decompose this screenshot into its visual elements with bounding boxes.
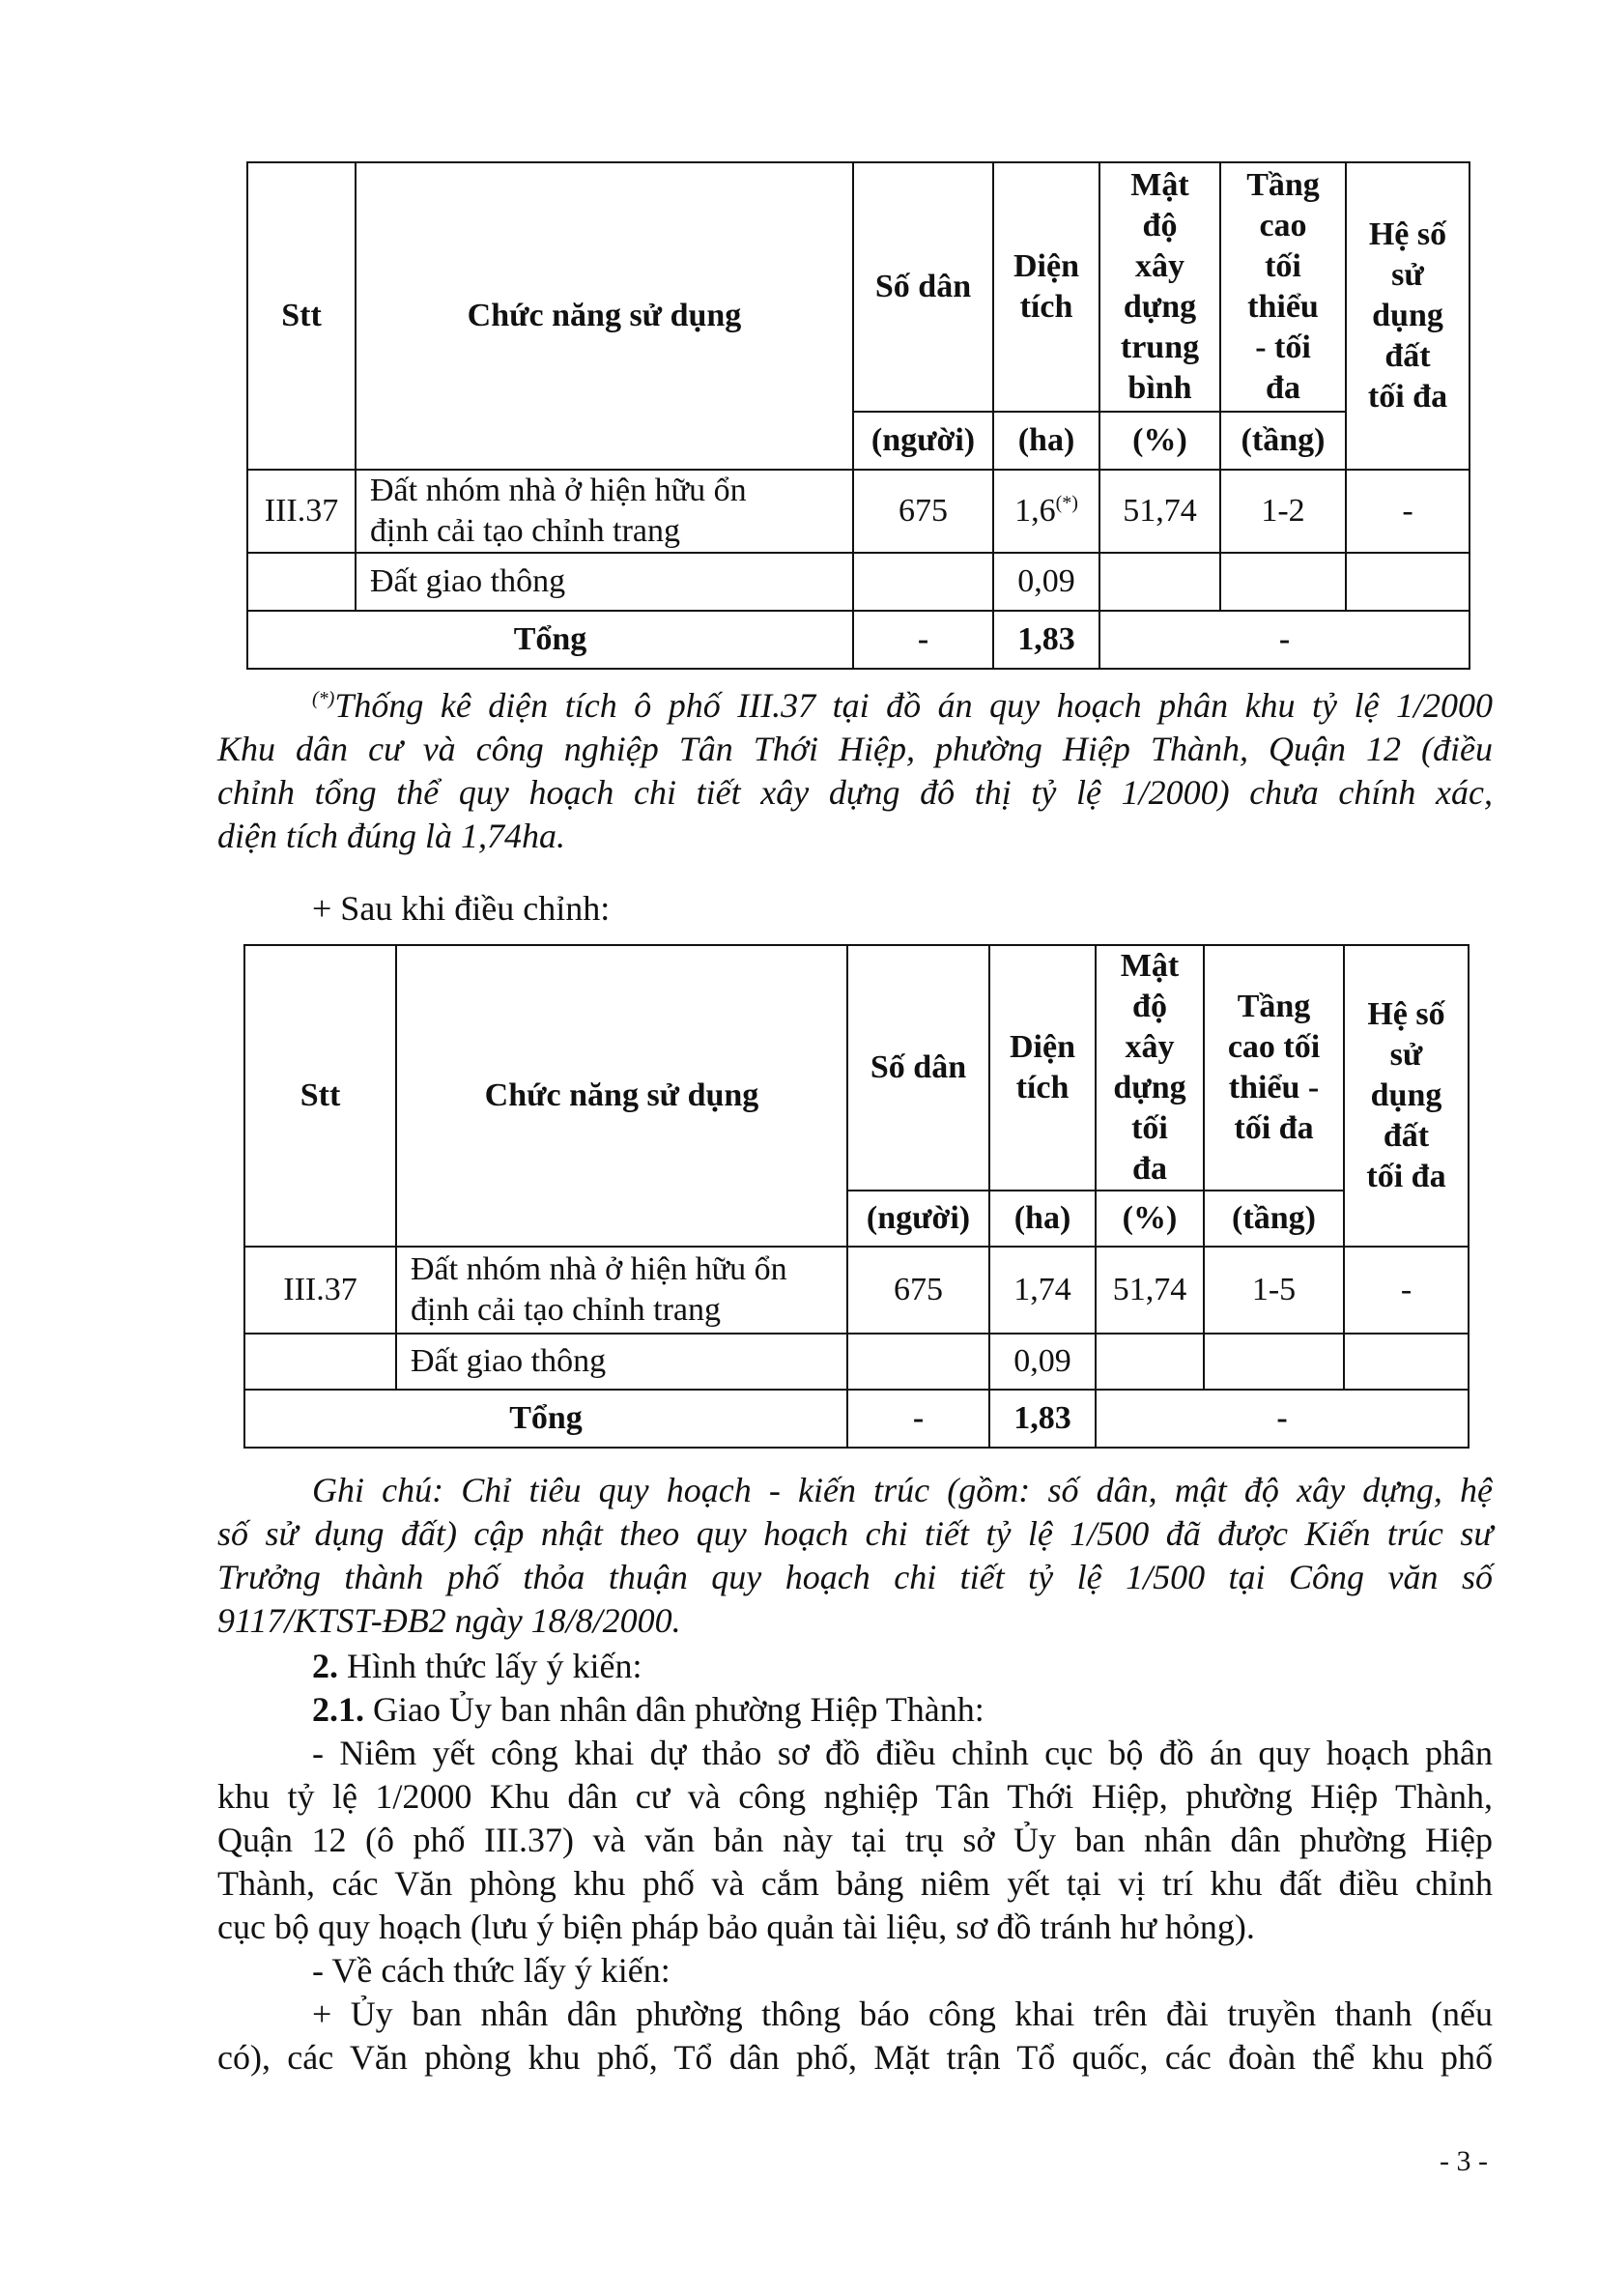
table-row [247, 470, 1470, 553]
unit-so-dan: (người) [847, 1191, 989, 1247]
cell-chuc-nang: Đất nhóm nhà ở hiện hữu ổn định cải tạo chỉnh trang [396, 1247, 847, 1334]
cell-so-dan: 675 [853, 470, 993, 553]
after-label: + Sau khi điều chỉnh: [312, 889, 611, 928]
cell-dien-tich: 1,6(*) [993, 470, 1099, 553]
header-so-dan: Số dân [853, 162, 993, 412]
header-so-dan: Số dân [847, 945, 989, 1191]
cell-chuc-nang: Đất giao thông [396, 1334, 847, 1390]
header-dien-tich: Diện tích [989, 945, 1096, 1191]
header-he-so: Hệ số sử dụng đất tối đa [1344, 945, 1469, 1247]
paragraph-niem-yet: - Niêm yết công khai dự thảo sơ đồ điều chỉnh cục bộ đồ án quy hoạch phân khu tỷ lệ 1/2000 Khu dân cư và công nghiệp Tân Thới Hiệp, phường Hiệp Thành, Quận 12 (ô phố III.37) và văn bản này tại trụ sở Ủy ban nhân dân phường Hiệp Thành, các Văn phòng khu phố và cắm bảng niêm yết tại vị trí khu đất điều chỉnh cục bộ quy hoạch (lưu ý biện pháp bảo quản tài liệu, sơ đồ tránh hư hỏng). [217, 1734, 1493, 1946]
cell-he-so: - [1344, 1247, 1469, 1334]
header-chuc-nang: Chức năng sử dụng [396, 945, 847, 1247]
total-row [247, 611, 1470, 669]
cell-dien-tich: 0,09 [993, 553, 1099, 611]
header-he-so: Hệ số sử dụng đất tối đa [1346, 162, 1470, 470]
cell-stt: III.37 [244, 1247, 396, 1334]
note-star: (*)Thống kê diện tích ô phố III.37 tại đồ án quy hoạch phân khu tỷ lệ 1/2000 Khu dân cư và công nghiệp Tân Thới Hiệp, phường Hiệp Thành, Quận 12 (điều chỉnh tổng thể quy hoạch chi tiết xây dựng đô thị tỷ lệ 1/2000) chưa chính xác, diện tích đúng là 1,74ha. [217, 686, 1493, 855]
cell-chuc-nang: Đất giao thông [356, 553, 853, 611]
unit-dien-tich: (ha) [993, 412, 1099, 470]
header-tang-cao: Tầng cao tối thiểu - tối đa [1220, 162, 1346, 412]
cell-he-so: - [1346, 470, 1470, 553]
total-row [244, 1390, 1469, 1448]
unit-tang-cao: (tầng) [1220, 412, 1346, 470]
table-before-adjustment [246, 161, 1470, 670]
total-rest: - [1096, 1390, 1469, 1448]
header-tang-cao: Tầng cao tối thiểu - tối đa [1204, 945, 1344, 1191]
unit-mat-do: (%) [1096, 1191, 1204, 1247]
cell-mat-do: 51,74 [1099, 470, 1220, 553]
header-stt: Stt [244, 945, 396, 1247]
total-label: Tổng [244, 1390, 847, 1448]
unit-tang-cao: (tầng) [1204, 1191, 1344, 1247]
total-so-dan: - [853, 611, 993, 669]
table-row [247, 553, 1470, 611]
section-2-1-heading: 2.1. Giao Ủy ban nhân dân phường Hiệp Thành: [312, 1690, 984, 1729]
paragraph-uy-ban: + Ủy ban nhân dân phường thông báo công khai trên đài truyền thanh (nếu có), các Văn phòng khu phố, Tổ dân phố, Mặt trận Tổ quốc, các đoàn thể khu phố [217, 1995, 1493, 2077]
table-row [244, 1334, 1469, 1390]
cell-chuc-nang: Đất nhóm nhà ở hiện hữu ổn định cải tạo chỉnh trang [356, 470, 853, 553]
page-number: - 3 - [1440, 2145, 1488, 2177]
total-dien-tich: 1,83 [989, 1390, 1096, 1448]
unit-dien-tich: (ha) [989, 1191, 1096, 1247]
header-mat-do: Mật độ xây dựng trung bình [1099, 162, 1220, 412]
cach-thuc-heading: - Về cách thức lấy ý kiến: [312, 1951, 671, 1990]
ghi-chu-note: Ghi chú: Chỉ tiêu quy hoạch - kiến trúc (gồm: số dân, mật độ xây dựng, hệ số sử dụng đất) cập nhật theo quy hoạch chi tiết tỷ lệ 1/500 đã được Kiến trúc sư Trưởng thành phố thỏa thuận quy hoạch chi tiết tỷ lệ 1/500 tại Công văn số 9117/KTST-ĐB2 ngày 18/8/2000. [217, 1471, 1493, 1640]
total-rest: - [1099, 611, 1470, 669]
cell-dien-tich: 1,74 [989, 1247, 1096, 1334]
unit-mat-do: (%) [1099, 412, 1220, 470]
header-mat-do: Mật độ xây dựng tối đa [1096, 945, 1204, 1191]
unit-so-dan: (người) [853, 412, 993, 470]
cell-so-dan: 675 [847, 1247, 989, 1334]
header-chuc-nang: Chức năng sử dụng [356, 162, 853, 470]
cell-stt: III.37 [247, 470, 356, 553]
total-label: Tổng [247, 611, 853, 669]
section-2-heading: 2. Hình thức lấy ý kiến: [312, 1647, 642, 1685]
header-dien-tich: Diện tích [993, 162, 1099, 412]
table-row [244, 1247, 1469, 1334]
cell-tang-cao: 1-2 [1220, 470, 1346, 553]
cell-tang-cao: 1-5 [1204, 1247, 1344, 1334]
total-dien-tich: 1,83 [993, 611, 1099, 669]
cell-mat-do: 51,74 [1096, 1247, 1204, 1334]
header-stt: Stt [247, 162, 356, 470]
cell-dien-tich: 0,09 [989, 1334, 1096, 1390]
total-so-dan: - [847, 1390, 989, 1448]
table-after-adjustment [243, 944, 1470, 1449]
